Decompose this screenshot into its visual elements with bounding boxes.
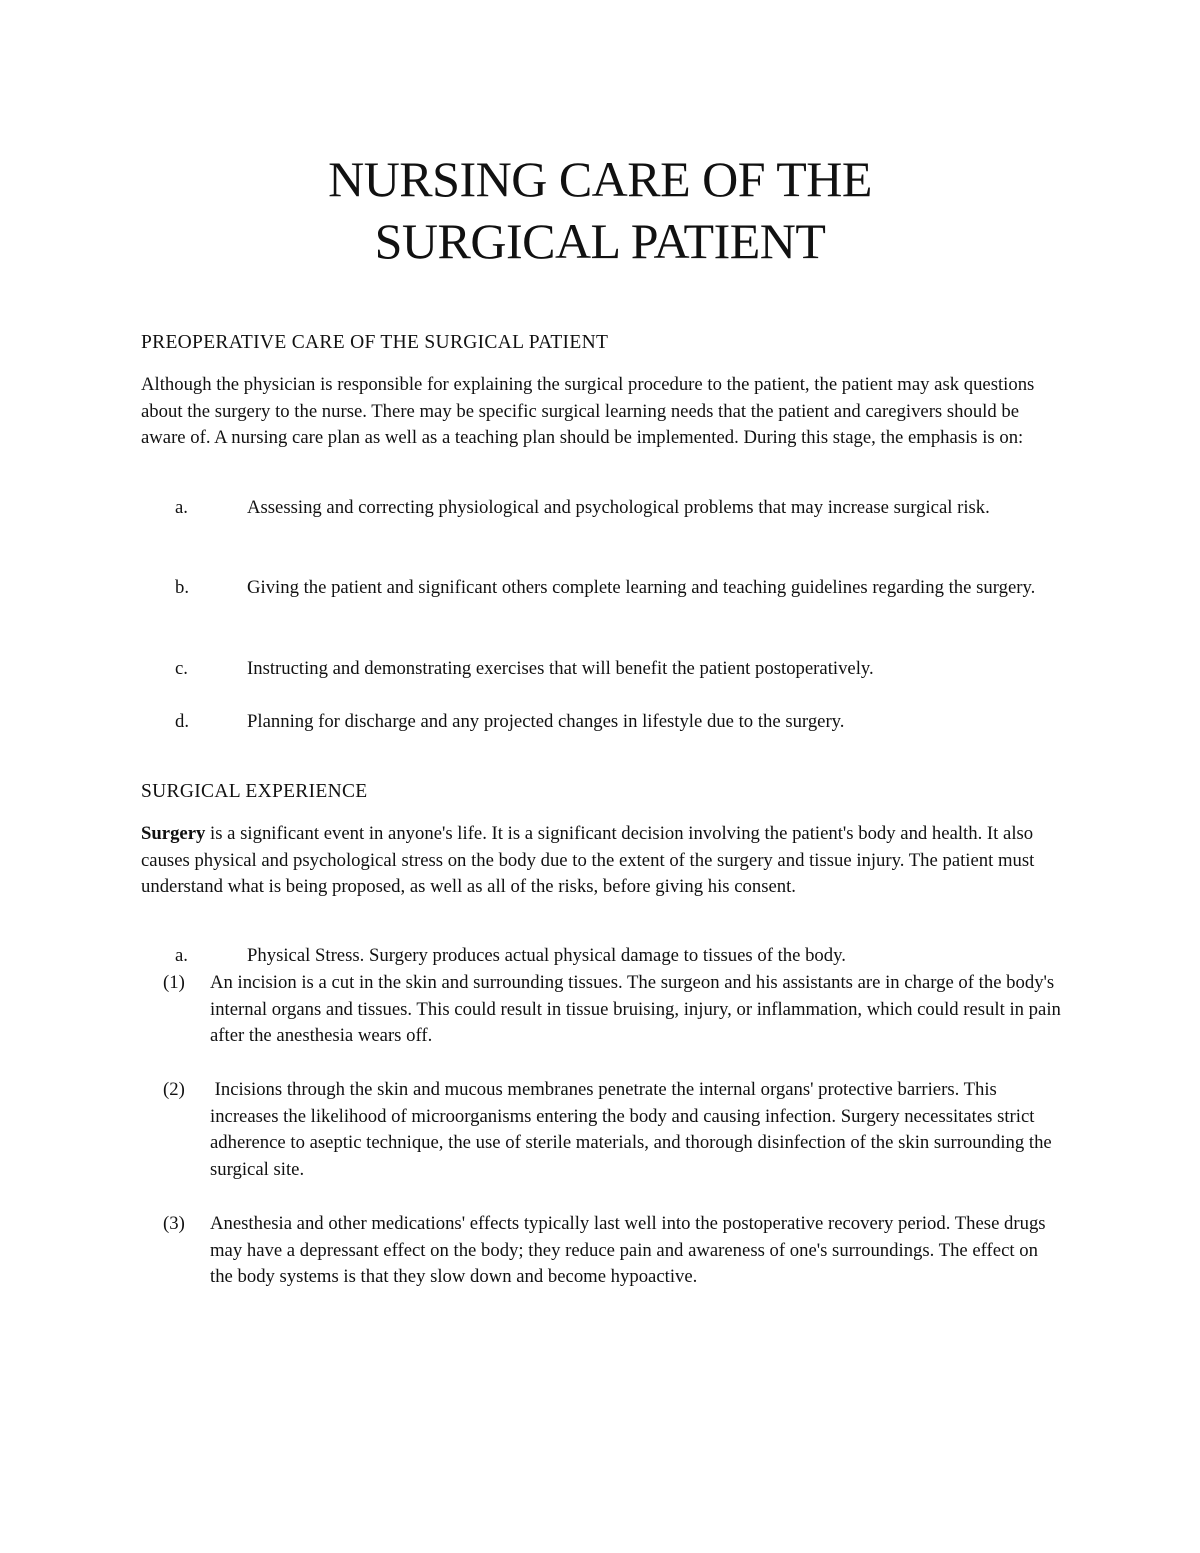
section-heading-surgical-experience: SURGICAL EXPERIENCE — [141, 781, 368, 802]
list-item-text: Physical Stress. Surgery produces actual physical damage to tissues of the body. — [247, 945, 846, 966]
list-item-text: Assessing and correcting physiological and psychological problems that may increase surgical risk. — [247, 497, 990, 518]
list-item-text: Instructing and demonstrating exercises that will benefit the patient postoperatively. — [247, 658, 874, 679]
numbered-item-text: Anesthesia and other medications' effects typically last well into the postoperative recovery period. These drugs may have a depressant effect on the body; they reduce pain and awareness of one's surroundings. The effect on the body systems is that they slow down and become hypoactive. — [210, 1213, 1046, 1287]
bold-term-surgery: Surgery — [141, 823, 206, 844]
list-marker: d. — [175, 711, 190, 732]
title-line-2: SURGICAL PATIENT — [374, 213, 826, 269]
list-marker: a. — [175, 945, 188, 966]
surgical-experience-intro-paragraph — [141, 821, 1061, 901]
title-line-1: NURSING CARE OF THE — [328, 151, 872, 207]
list-marker: c. — [175, 658, 188, 679]
page-title — [0, 148, 1200, 272]
list-marker: b. — [175, 577, 190, 598]
number-marker: (2) — [163, 1079, 185, 1100]
list-item-text: Planning for discharge and any projected changes in lifestyle due to the surgery. — [247, 711, 845, 732]
list-marker: a. — [175, 497, 188, 518]
section-heading-preoperative: PREOPERATIVE CARE OF THE SURGICAL PATIENT — [141, 332, 609, 353]
intro-text: is a significant event in anyone's life. It is a significant decision involving the patient's body and health. It also causes physical and psychological stress on the body due to the extent of the surgery and tissue injury. The patient must understand what is being proposed, as well as all of the risks, before giving his consent. — [141, 823, 1035, 897]
list-item-text: Giving the patient and significant others complete learning and teaching guidelines regarding the surgery. — [247, 577, 1036, 598]
numbered-item-text: Incisions through the skin and mucous membranes penetrate the internal organs' protective barriers. This increases the likelihood of microorganisms entering the body and causing infection. Surgery necessitates strict adherence to aseptic technique, the use of sterile materials, and thorough disinfection of the skin surrounding the surgical site. — [210, 1079, 1057, 1180]
numbered-item-text: An incision is a cut in the skin and surrounding tissues. The surgeon and his assistants are in charge of the body's internal organs and tissues. This could result in tissue bruising, injury, or inflammation, which could result in pain after the anesthesia wears off. — [210, 972, 1061, 1046]
preoperative-intro-paragraph: Although the physician is responsible for explaining the surgical procedure to the patient, the patient may ask questions about the surgery to the nurse. There may be specific surgical learning needs that the patient and caregivers should be aware of. A nursing care plan as well as a teaching plan should be implemented. During this stage, the emphasis is on: — [141, 374, 1035, 448]
number-marker: (3) — [163, 1213, 185, 1234]
number-marker: (1) — [163, 972, 185, 993]
